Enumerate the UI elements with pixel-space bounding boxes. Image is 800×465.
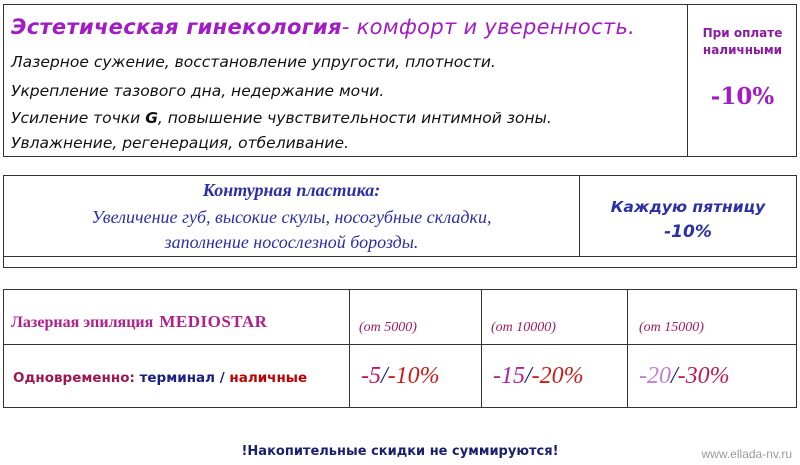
divider [349,290,350,407]
tier-label-1: (от 5000) [359,320,417,335]
discount-value: -10% [710,83,775,110]
gynecology-panel [3,4,797,157]
epilation-title: Лазерная эпиляция MEDIOSTAR [11,312,268,331]
divider [4,344,796,345]
contour-plastic-line-2: Увеличение губ, высокие скулы, носогубные складки, [91,207,492,227]
service-line-3: Усиление точки G, повышение чувствительности интимной зоны. [11,109,552,127]
tier-label-3: (от 15000) [639,320,704,335]
contour-plastic-title: Контурная пластика: [202,180,381,200]
friday-discount-value: -10% [664,222,712,242]
tier-discount-3: -20/-30% [639,363,730,389]
divider [481,290,482,407]
gynecology-title: Эстетическая гинекология- комфорт и уверенность. [11,15,636,39]
simultaneous-payment-label: Одновременно: терминал / наличные [13,370,308,386]
divider [4,256,796,257]
contour-plastic-panel [3,175,797,268]
tier-label-2: (от 10000) [491,320,556,335]
service-line-1: Лазерное сужение, восстановление упругости, плотности. [11,53,496,71]
divider [627,290,628,407]
contour-plastic-description [4,176,579,256]
payment-condition: При оплате наличными [702,26,783,57]
cash-discount-cell [688,5,797,156]
service-line-2: Укрепление тазового дна, недержание мочи. [11,82,385,100]
friday-discount-cell [580,176,796,256]
service-line-4: Увлажнение, регенерация, отбеливание. [11,134,349,152]
tier-discount-1: -5/-10% [361,363,440,389]
laser-epilation-table [3,289,797,408]
tier-discount-2: -15/-20% [493,363,584,389]
site-watermark: www.ellada-nv.ru [701,447,792,461]
cumulative-discount-note: !Накопительные скидки не суммируются! [241,444,559,459]
contour-plastic-line-3: заполнение носослезной борозды. [164,232,419,252]
friday-label: Каждую пятницу [610,198,766,216]
